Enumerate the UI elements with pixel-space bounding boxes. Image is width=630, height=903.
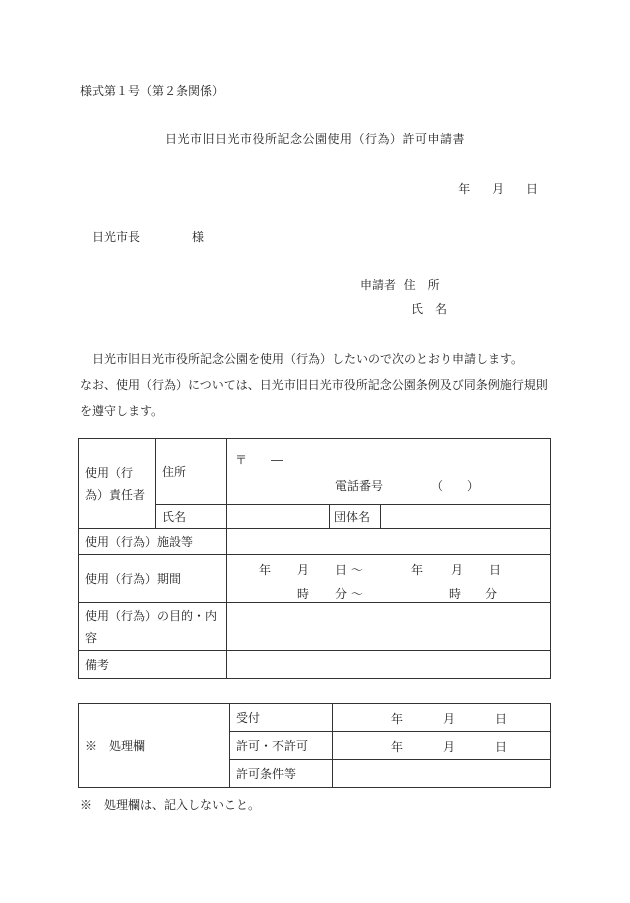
- address-label: 住所: [156, 439, 227, 505]
- postal-mark: 〒 ―: [235, 453, 284, 467]
- period-start-minute: 分 ～: [335, 587, 363, 601]
- address-field[interactable]: [227, 439, 551, 505]
- month-label: 月: [492, 182, 505, 196]
- permission-day: 日: [495, 740, 508, 754]
- reception-label: 受付: [230, 704, 333, 732]
- permission-date: [333, 732, 551, 760]
- day-label: 日: [525, 182, 538, 196]
- applicant-address: [360, 276, 440, 293]
- body-text: [80, 346, 558, 424]
- page-title: 日光市旧日光市役所記念公園使用（行為）許可申請書: [164, 132, 465, 146]
- reception-year: 年: [391, 712, 404, 726]
- period-start-day: 日 ～: [335, 563, 363, 577]
- group-label: 団体名: [330, 505, 381, 529]
- body-line-1: 日光市旧日光市役所記念公園を使用（行為）したいので次のとおり申請します。: [92, 352, 524, 366]
- permission-year: 年: [391, 740, 404, 754]
- period-end-month: 月: [451, 563, 464, 577]
- responsible-label: 使用（行為）責任者: [79, 439, 156, 529]
- permission-month: 月: [443, 740, 456, 754]
- period-start-month: 月: [297, 563, 310, 577]
- period-end-minute: 分: [485, 587, 498, 601]
- period-field[interactable]: [227, 555, 551, 603]
- conditions-label: 許可条件等: [230, 760, 333, 788]
- reception-day: 日: [495, 712, 508, 726]
- processing-label: ※ 処理欄: [79, 704, 230, 788]
- body-line-2: なお、使用（行為）については、日光市旧日光市役所記念公園条例及び同条例施行規則を遵守します。: [80, 378, 548, 418]
- addressee-honorific: 様: [192, 230, 205, 244]
- footnote: ※ 処理欄は、記入しないこと。: [80, 798, 261, 812]
- reception-month: 月: [443, 712, 456, 726]
- purpose-label: 使用（行為）の目的・内容: [79, 603, 227, 651]
- permission-label: 許可・不許可: [230, 732, 333, 760]
- reception-date: [333, 704, 551, 732]
- processing-table: [78, 703, 551, 788]
- period-start-hour: 時: [297, 587, 310, 601]
- period-end-day: 日: [489, 563, 502, 577]
- addressee: [92, 228, 204, 245]
- remarks-field[interactable]: [227, 651, 551, 679]
- facility-label: 使用（行為）施設等: [79, 529, 227, 555]
- period-time-row: [297, 585, 497, 602]
- period-label: 使用（行為）期間: [79, 555, 227, 603]
- name-label: 氏名: [156, 505, 227, 529]
- conditions-field: [333, 760, 551, 788]
- addressee-name: 日光市長: [92, 230, 141, 244]
- application-date: [458, 180, 538, 197]
- period-start-year: 年: [259, 563, 272, 577]
- phone-label: 電話番号: [335, 479, 384, 493]
- purpose-field[interactable]: [227, 603, 551, 651]
- applicant-address-label: 住 所: [403, 278, 440, 292]
- group-field[interactable]: [381, 505, 551, 529]
- form-number: 様式第１号（第２条関係）: [80, 84, 225, 98]
- application-table: [78, 438, 551, 679]
- period-date-row: [259, 561, 501, 578]
- remarks-label: 備考: [79, 651, 227, 679]
- period-end-year: 年: [411, 563, 424, 577]
- name-field[interactable]: [227, 505, 330, 529]
- applicant-name: 氏 名: [411, 302, 448, 316]
- facility-field[interactable]: [227, 529, 551, 555]
- applicant-label: 申請者: [360, 278, 397, 292]
- year-label: 年: [458, 182, 471, 196]
- phone-field[interactable]: （ ）: [431, 479, 480, 493]
- period-end-hour: 時: [449, 587, 462, 601]
